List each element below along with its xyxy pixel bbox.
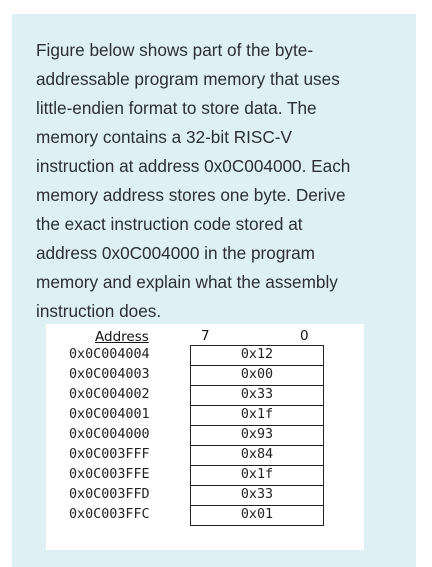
- memory-row: [46, 485, 364, 505]
- memory-address: 0x0C003FFE: [69, 467, 150, 482]
- address-column-header: Address: [95, 329, 149, 345]
- question-line: memory address stores one byte. Derive: [36, 185, 346, 205]
- memory-byte: 0x33: [190, 485, 324, 505]
- memory-figure: [46, 324, 364, 550]
- question-line: little-endien format to store data. The: [36, 98, 317, 118]
- question-line: Figure below shows part of the byte-: [36, 40, 314, 60]
- memory-address: 0x0C004002: [69, 387, 150, 402]
- memory-address: 0x0C003FFF: [69, 447, 150, 462]
- memory-row: [46, 425, 364, 445]
- question-line: memory contains a 32-bit RISC-V: [36, 127, 292, 147]
- memory-byte: 0x00: [190, 365, 324, 385]
- memory-row: [46, 505, 364, 525]
- memory-byte: 0x01: [190, 505, 324, 526]
- question-card: [12, 14, 416, 567]
- memory-table: [46, 345, 364, 525]
- question-line: the exact instruction code stored at: [36, 214, 303, 234]
- memory-row: [46, 385, 364, 405]
- question-line: memory and explain what the assembly: [36, 272, 338, 292]
- memory-byte: 0x12: [190, 345, 324, 365]
- memory-byte: 0x93: [190, 425, 324, 445]
- memory-address: 0x0C004003: [69, 367, 150, 382]
- memory-address: 0x0C003FFD: [69, 487, 150, 502]
- memory-row: [46, 445, 364, 465]
- memory-byte: 0x1f: [190, 465, 324, 485]
- memory-byte: 0x1f: [190, 405, 324, 425]
- memory-row: [46, 405, 364, 425]
- memory-address: 0x0C003FFC: [69, 507, 150, 522]
- question-line: instruction at address 0x0C004000. Each: [36, 156, 351, 176]
- question-line: address 0x0C004000 in the program: [36, 243, 315, 263]
- question-line: instruction does.: [36, 301, 162, 321]
- memory-byte: 0x33: [190, 385, 324, 405]
- bit-7-label: 7: [201, 328, 210, 344]
- question-text: [36, 36, 406, 326]
- bit-0-label: 0: [300, 328, 309, 344]
- memory-row: [46, 465, 364, 485]
- question-line: addressable program memory that uses: [36, 69, 340, 89]
- memory-byte: 0x84: [190, 445, 324, 465]
- memory-address: 0x0C004000: [69, 427, 150, 442]
- memory-row: [46, 365, 364, 385]
- memory-row: [46, 345, 364, 365]
- memory-address: 0x0C004004: [69, 347, 150, 362]
- memory-address: 0x0C004001: [69, 407, 150, 422]
